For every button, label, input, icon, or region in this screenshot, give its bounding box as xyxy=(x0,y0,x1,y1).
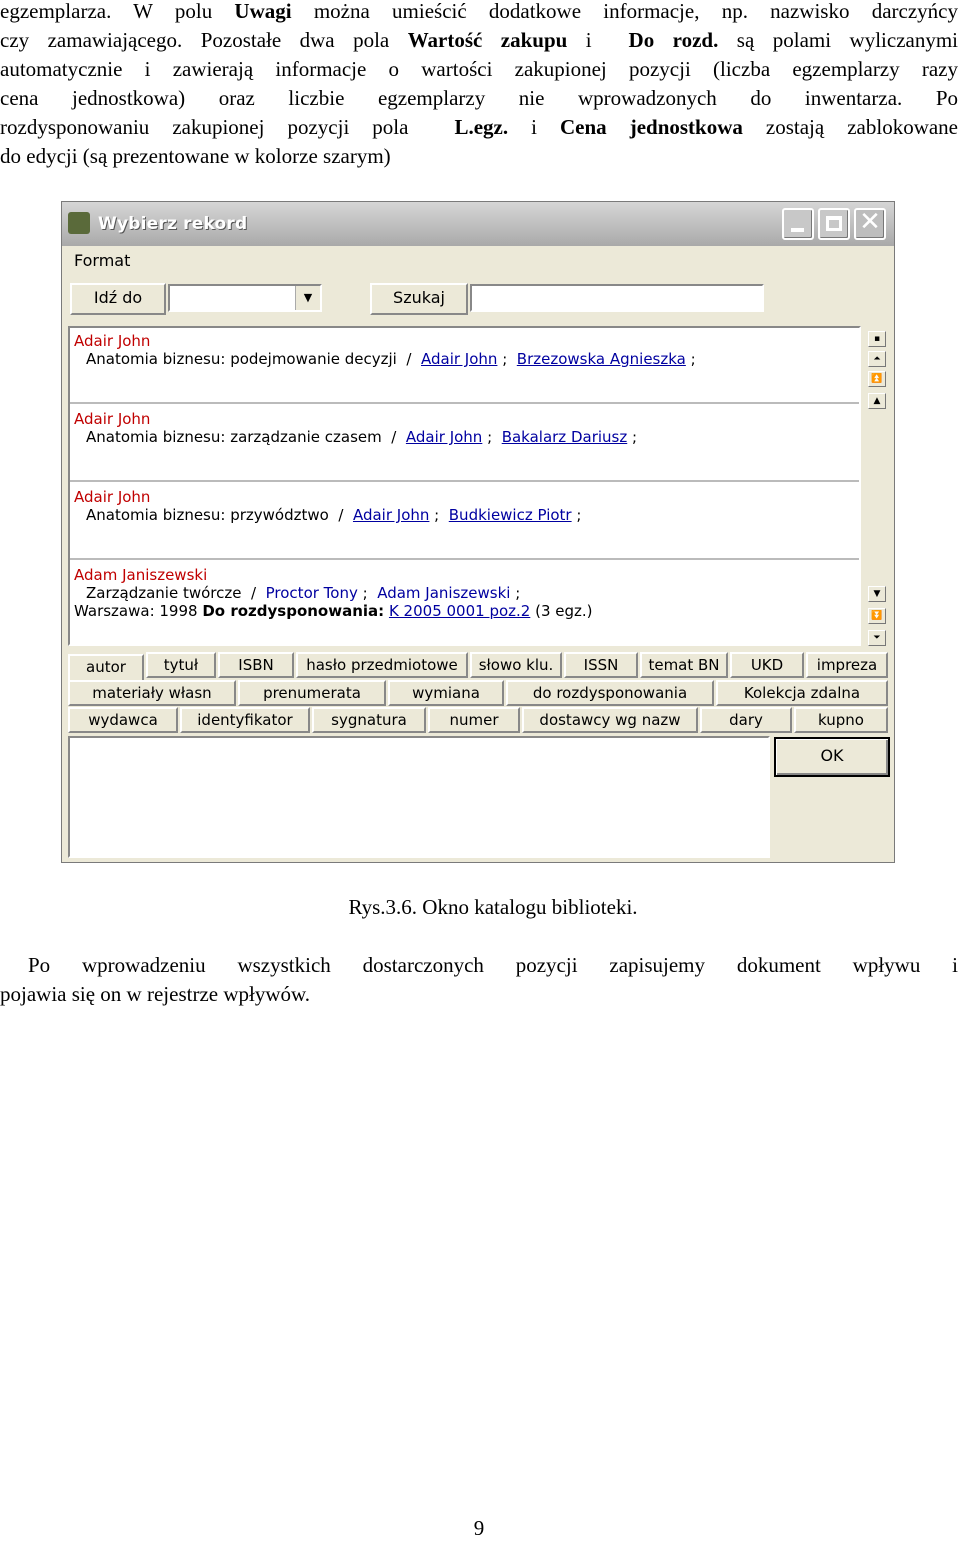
details-pane xyxy=(68,736,770,858)
window-title: Wybierz rekord xyxy=(98,214,248,234)
intro-line: rozdysponowaniu zakupionej pozycji pola L.egz. i Cena jednostkowa zostają zablokowane xyxy=(0,115,959,139)
tab-materialy-wlasne[interactable]: materiały własn xyxy=(68,680,236,706)
tab-impreza[interactable]: impreza xyxy=(806,652,888,678)
maximize-icon xyxy=(826,216,842,231)
person-link[interactable]: Adair John xyxy=(420,350,498,368)
distribution-label: Do rozdysponowania: xyxy=(202,602,385,620)
record-title-line: Zarządzanie twórcze / Proctor Tony ; Adam Janiszewski ; xyxy=(86,584,521,602)
separator: / xyxy=(251,584,257,602)
person-link[interactable]: Adair John xyxy=(352,506,430,524)
ok-button[interactable]: OK xyxy=(774,737,890,777)
distribution-link[interactable]: K 2005 0001 poz.2 xyxy=(388,602,531,620)
record-author: Adair John xyxy=(74,332,151,350)
menu-format[interactable]: Format xyxy=(74,251,131,270)
tab-prenumerata[interactable]: prenumerata xyxy=(238,680,386,706)
record-title-line: Anatomia biznesu: przywództwo / Adair John ; Budkiewicz Piotr ; xyxy=(86,506,582,524)
separator: / xyxy=(338,506,344,524)
outro-line: pojawia się on w rejestrze wpływów. xyxy=(0,982,311,1006)
scroll-first-icon[interactable]: ⏶ xyxy=(868,351,886,367)
record-author: Adair John xyxy=(74,410,151,428)
record-title: Zarządzanie twórcze xyxy=(86,584,242,602)
record-title: Anatomia biznesu: podejmowanie decyzji xyxy=(86,350,397,368)
tab-isbn[interactable]: ISBN xyxy=(218,652,294,678)
person-link[interactable]: Adair John xyxy=(405,428,483,446)
list-item[interactable] xyxy=(70,484,860,560)
scroll-down-icon[interactable]: ▼ xyxy=(868,586,886,602)
chevron-down-icon[interactable]: ▼ xyxy=(295,286,320,310)
search-button[interactable]: Szukaj xyxy=(370,283,468,315)
tab-kolekcja-zdalna[interactable]: Kolekcja zdalna xyxy=(716,680,888,706)
intro-line: czy zamawiającego. Pozostałe dwa pola Wartość zakupu i Do rozd. są polami wyliczanymi xyxy=(0,28,958,52)
tab-dary[interactable]: dary xyxy=(700,707,792,733)
record-publication: Warszawa: 1998 xyxy=(74,602,198,620)
intro-line: do edycji (są prezentowane w kolorze szarym) xyxy=(0,144,391,168)
tab-issn[interactable]: ISSN xyxy=(564,652,638,678)
tab-haslo-przedmiotowe[interactable]: hasło przedmiotowe xyxy=(296,652,468,678)
list-item[interactable] xyxy=(70,562,860,638)
minimize-icon xyxy=(791,228,804,232)
search-input[interactable] xyxy=(470,284,764,312)
record-publication-line xyxy=(74,602,593,620)
person-link[interactable]: Bakalarz Dariusz xyxy=(501,428,628,446)
page-number: 9 xyxy=(473,1516,485,1540)
outro-paragraph xyxy=(0,951,958,1009)
scroll-marker-icon[interactable]: ▪ xyxy=(868,331,886,347)
app-icon xyxy=(68,212,90,234)
tab-do-rozdysponowania[interactable]: do rozdysponowania xyxy=(506,680,714,706)
distribution-count: (3 egz.) xyxy=(535,602,593,620)
intro-line: automatycznie i zawierają informacje o wartości zakupionej pozycji (liczba egzemplarzy razy xyxy=(0,57,958,81)
person-link[interactable]: Brzezowska Agnieszka xyxy=(516,350,686,368)
tab-identyfikator[interactable]: identyfikator xyxy=(180,707,310,733)
intro-line: cena jednostkowa) oraz liczbie egzemplarzy nie wprowadzonych do inwentarza. Po xyxy=(0,86,958,110)
tab-sygnatura[interactable]: sygnatura xyxy=(312,707,426,733)
tab-dostawcy-wg-nazw[interactable]: dostawcy wg nazw xyxy=(522,707,698,733)
intro-paragraph xyxy=(0,0,958,171)
figure-caption: Rys.3.6. Okno katalogu biblioteki. xyxy=(348,895,638,919)
scroll-up-icon[interactable]: ▲ xyxy=(868,393,886,409)
record-title-line: Anatomia biznesu: podejmowanie decyzji / Adair John ; Brzezowska Agnieszka ; xyxy=(86,350,696,368)
outro-line: Po wprowadzeniu wszystkich dostarczonych pozycji zapisujemy dokument wpływu i xyxy=(28,953,958,977)
record-list[interactable] xyxy=(68,326,861,646)
tab-numer[interactable]: numer xyxy=(428,707,520,733)
tab-tytul[interactable]: tytuł xyxy=(146,652,216,678)
separator: / xyxy=(406,350,412,368)
list-item[interactable] xyxy=(70,406,860,482)
scroll-last-icon[interactable]: ⏷ xyxy=(868,630,886,646)
tab-slowo-kluczowe[interactable]: słowo klu. xyxy=(470,652,562,678)
tab-kupno[interactable]: kupno xyxy=(794,707,888,733)
goto-button[interactable]: Idź do xyxy=(70,283,166,315)
separator: / xyxy=(391,428,397,446)
close-button[interactable] xyxy=(854,208,886,240)
scroll-page-down-icon[interactable]: ⏬ xyxy=(868,608,886,624)
title-bar xyxy=(62,202,894,246)
tab-autor[interactable]: autor xyxy=(68,654,144,680)
record-title: Anatomia biznesu: przywództwo xyxy=(86,506,329,524)
person-link[interactable]: Adam Janiszewski xyxy=(377,584,511,602)
menu-bar xyxy=(62,246,894,276)
record-title-line: Anatomia biznesu: zarządzanie czasem / Adair John ; Bakalarz Dariusz ; xyxy=(86,428,638,446)
close-icon: ✕ xyxy=(859,207,881,237)
intro-line: egzemplarza. W polu Uwagi można umieścić dodatkowe informacje, np. nazwisko darczyńcy xyxy=(0,0,958,23)
maximize-button[interactable] xyxy=(818,208,850,240)
tab-wydawca[interactable]: wydawca xyxy=(68,707,178,733)
record-author: Adair John xyxy=(74,488,151,506)
record-title: Anatomia biznesu: zarządzanie czasem xyxy=(86,428,382,446)
person-link[interactable]: Budkiewicz Piotr xyxy=(448,506,572,524)
tab-temat-bn[interactable]: temat BN xyxy=(640,652,728,678)
minimize-button[interactable] xyxy=(782,208,814,240)
tab-ukd[interactable]: UKD xyxy=(730,652,804,678)
person-link[interactable]: Proctor Tony xyxy=(265,584,358,602)
select-record-window xyxy=(61,201,895,863)
scroll-page-up-icon[interactable]: ⏫ xyxy=(868,371,886,387)
record-author: Adam Janiszewski xyxy=(74,566,208,584)
tab-wymiana[interactable]: wymiana xyxy=(388,680,504,706)
list-item[interactable] xyxy=(70,328,860,404)
goto-combo[interactable] xyxy=(168,284,322,312)
